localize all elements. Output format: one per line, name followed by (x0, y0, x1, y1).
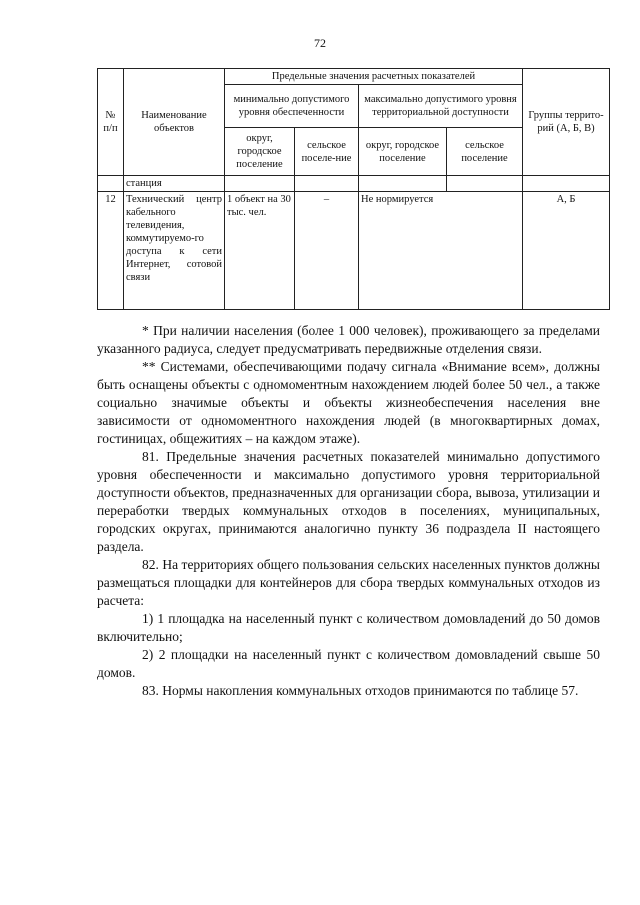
row-name: Технический центр кабельного телевидения, коммутируемо-го доступа к сети Интернет, сотовой связи (124, 192, 225, 310)
footnote-single: * При наличии населения (более 1 000 человек), проживающего за пределами указанного радиуса, следует предусматривать передвижные отделения связи. (97, 323, 600, 356)
row-max-level: Не нормируется (359, 192, 523, 310)
header-min-level: минимально допустимого уровня обеспеченности (225, 85, 359, 128)
page-number: 72 (314, 36, 326, 50)
header-rural-min: сельское поселе-ние (295, 128, 359, 176)
header-okrug-max: округ, городское поселение (359, 128, 447, 176)
header-name: Наименование объектов (124, 69, 225, 176)
continuation-name: станция (124, 176, 225, 192)
header-group-title: Предельные значения расчетных показателей (225, 69, 523, 85)
paragraph-83: 83. Нормы накопления коммунальных отходов принимаются по таблице 57. (142, 683, 579, 698)
body-text (97, 322, 600, 700)
list-item-1: 1) 1 площадка на населенный пункт с количеством домовладений до 50 домов включительно; (97, 611, 600, 644)
list-item-2: 2) 2 площадки на населенный пункт с количеством домовладений свыше 50 домов. (97, 647, 600, 680)
header-rural-max: сельское поселение (447, 128, 523, 176)
header-groups: Группы террито-рий (А, Б, В) (523, 69, 610, 176)
row-rural-min: – (295, 192, 359, 310)
header-max-level: максимально допустимого уровня территориальной доступности (359, 85, 523, 128)
table-row (98, 176, 610, 192)
row-okrug-min: 1 объект на 30 тыс. чел. (225, 192, 295, 310)
footnote-double: ** Системами, обеспечивающими подачу сигнала «Внимание всем», должны быть оснащены объекты с одномоментным нахождением людей более 50 чел., а также социально значимые объекты и объекты жизнеобеспечения населения вне зависимости от одномоментного нахождения людей (в многоквартирных домах, гостиницах, общежитиях – на каждом этаже). (97, 359, 600, 446)
header-num: № п/п (98, 69, 124, 176)
norms-table (97, 68, 610, 310)
table-row (98, 192, 610, 310)
row-num: 12 (98, 192, 124, 310)
paragraph-81: 81. Предельные значения расчетных показателей минимально допустимого уровня обеспеченности и максимально допустимого уровня территориальной доступности объектов, предназначенных для организации сбора, вывоза, утилизации и переработки твердых коммунальных отходов в поселениях, муниципальных, городских округах, принимаются аналогично пункту 36 подраздела II настоящего раздела. (97, 449, 600, 554)
paragraph-82: 82. На территориях общего пользования сельских населенных пунктов должны размещаться площадки для контейнеров для сбора твердых коммунальных отходов из расчета: (97, 557, 600, 608)
row-groups: А, Б (523, 192, 610, 310)
header-okrug-min: округ, городское поселение (225, 128, 295, 176)
